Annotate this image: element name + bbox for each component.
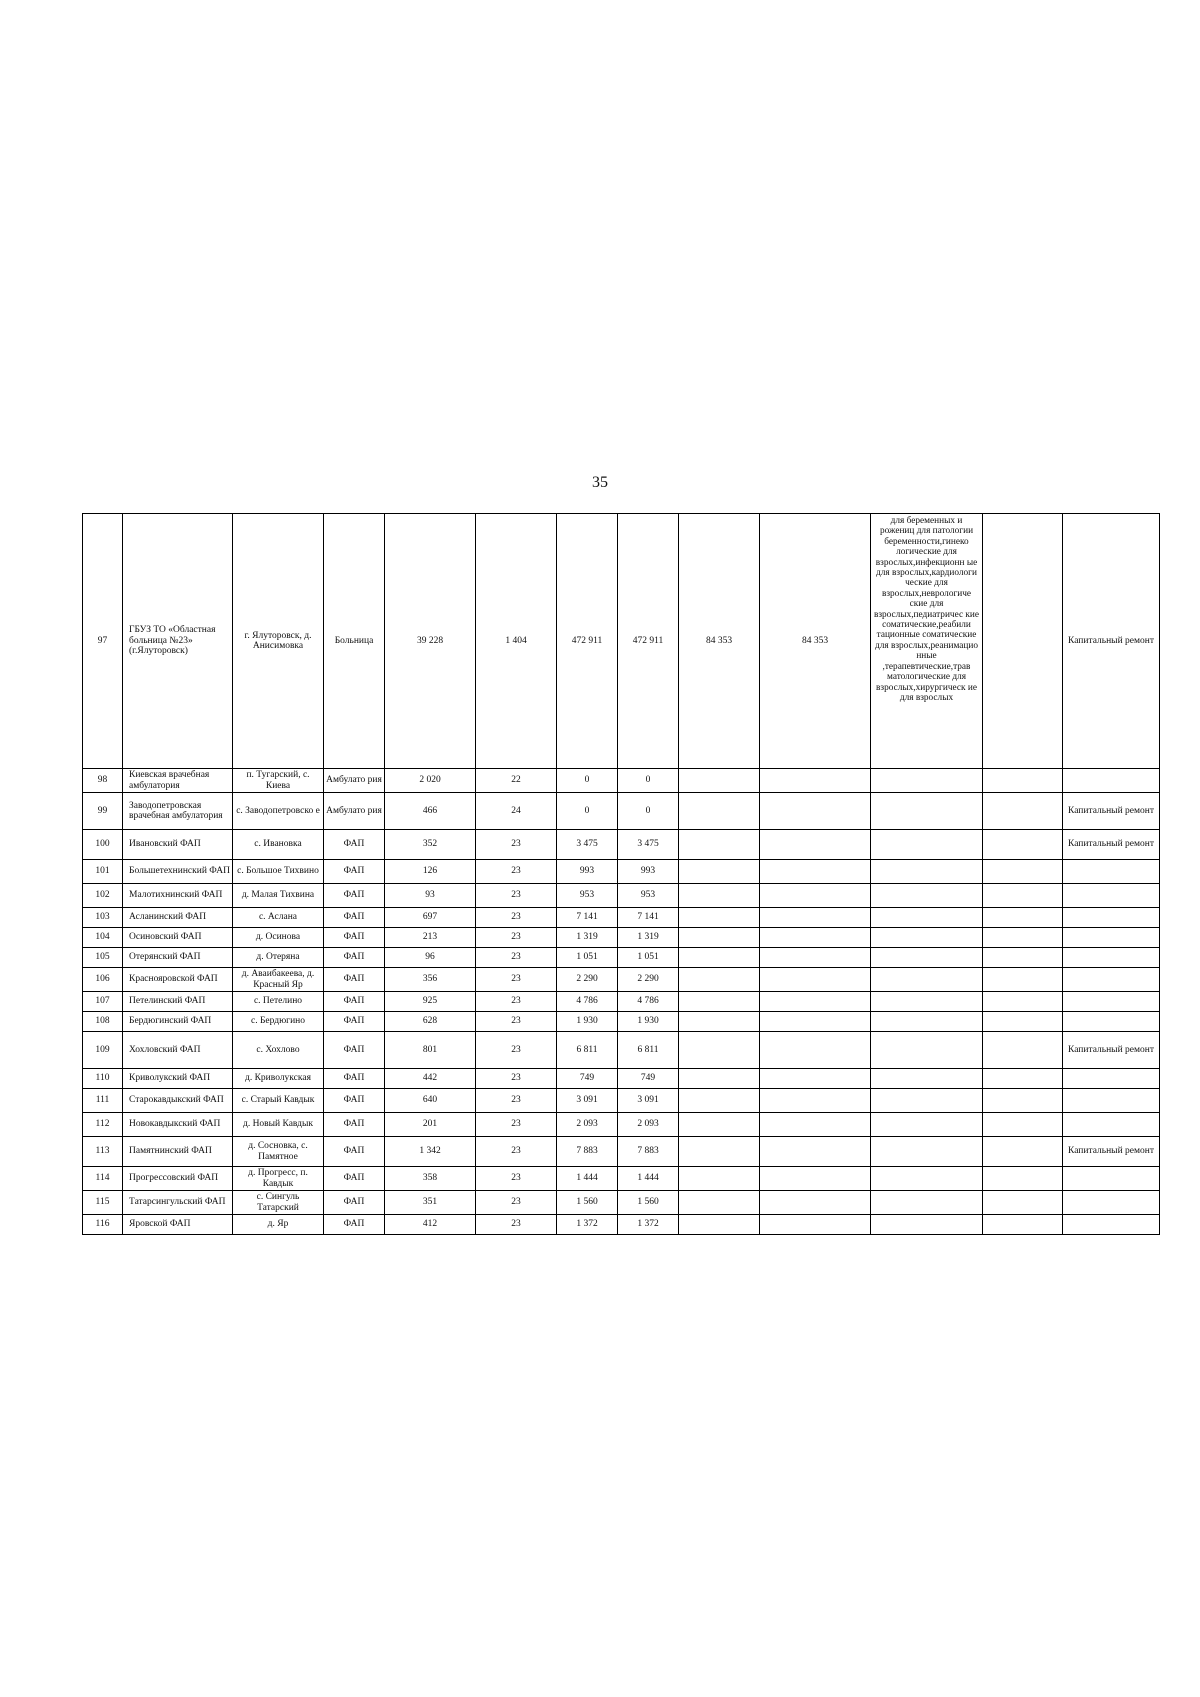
settlement-cell: г. Ялуторовск, д. Анисимовка xyxy=(233,514,324,769)
row-number-cell: 116 xyxy=(83,1215,123,1235)
cost-extra-1-cell xyxy=(679,1215,760,1235)
facility-name-cell: Татарсингульский ФАП xyxy=(123,1191,233,1215)
bed-profiles-cell xyxy=(871,1215,983,1235)
notes-cell xyxy=(983,1215,1063,1235)
facility-name-cell: Ивановский ФАП xyxy=(123,830,233,860)
bed-profiles-cell xyxy=(871,860,983,884)
population-cell: 1 342 xyxy=(385,1137,476,1167)
work-type-cell xyxy=(1063,1089,1160,1113)
cost-extra-1-cell xyxy=(679,908,760,928)
row-number-cell: 100 xyxy=(83,830,123,860)
work-type-cell: Капитальный ремонт xyxy=(1063,1137,1160,1167)
facility-name-cell: Большетехнинский ФАП xyxy=(123,860,233,884)
facility-name-cell: Новокавдыкский ФАП xyxy=(123,1113,233,1137)
row-number-cell: 114 xyxy=(83,1167,123,1191)
cost-total-cell: 3 475 xyxy=(557,830,618,860)
cost-budget-cell: 0 xyxy=(618,769,679,793)
cost-extra-2-cell xyxy=(760,1032,871,1069)
facility-name-cell: Бердюгинский ФАП xyxy=(123,1012,233,1032)
cost-extra-1-cell xyxy=(679,1137,760,1167)
staff-count-cell: 23 xyxy=(476,1137,557,1167)
settlement-cell: д. Яр xyxy=(233,1215,324,1235)
facility-type-cell: ФАП xyxy=(324,948,385,968)
cost-total-cell: 7 141 xyxy=(557,908,618,928)
staff-count-cell: 23 xyxy=(476,928,557,948)
facility-name-cell: Малотихнинский ФАП xyxy=(123,884,233,908)
facility-name-cell: Яровской ФАП xyxy=(123,1215,233,1235)
settlement-cell: д. Сосновка, с. Памятное xyxy=(233,1137,324,1167)
cost-extra-1-cell xyxy=(679,1089,760,1113)
facility-name-cell: Петелинский ФАП xyxy=(123,992,233,1012)
cost-budget-cell: 2 290 xyxy=(618,968,679,992)
staff-count-cell: 1 404 xyxy=(476,514,557,769)
settlement-cell: д. Отеряна xyxy=(233,948,324,968)
cost-extra-1-cell xyxy=(679,793,760,830)
facility-name-cell: Заводопетровская врачебная амбулатория xyxy=(123,793,233,830)
cost-extra-1-cell xyxy=(679,1012,760,1032)
cost-budget-cell: 7 141 xyxy=(618,908,679,928)
facility-type-cell: ФАП xyxy=(324,1089,385,1113)
bed-profiles-cell: для беременных и рожениц для патологии беременности,гинеко логические для взрослых,инфекционн ые для взрослых,кардиологи ческие для взрослых,неврологиче ские для взрослых,педиатричес кие соматические,реабили тационные соматические для взрослых,реанимацио нные ,терапевтические,трав матологические для взрослых,хирургическ ие для взрослых xyxy=(871,514,983,769)
cost-extra-2-cell xyxy=(760,992,871,1012)
work-type-cell xyxy=(1063,928,1160,948)
notes-cell xyxy=(983,860,1063,884)
settlement-cell: д. Аваибакеева, д. Красный Яр xyxy=(233,968,324,992)
settlement-cell: с. Сингуль Татарский xyxy=(233,1191,324,1215)
population-cell: 442 xyxy=(385,1069,476,1089)
cost-budget-cell: 3 091 xyxy=(618,1089,679,1113)
work-type-cell xyxy=(1063,1167,1160,1191)
cost-extra-2-cell xyxy=(760,968,871,992)
cost-total-cell: 953 xyxy=(557,884,618,908)
notes-cell xyxy=(983,1012,1063,1032)
notes-cell xyxy=(983,968,1063,992)
bed-profiles-cell xyxy=(871,830,983,860)
facility-type-cell: Амбулато рия xyxy=(324,793,385,830)
cost-total-cell: 2 290 xyxy=(557,968,618,992)
table-row xyxy=(83,1012,1160,1032)
cost-extra-1-cell xyxy=(679,928,760,948)
population-cell: 801 xyxy=(385,1032,476,1069)
cost-extra-2-cell xyxy=(760,1137,871,1167)
work-type-cell xyxy=(1063,908,1160,928)
notes-cell xyxy=(983,769,1063,793)
staff-count-cell: 23 xyxy=(476,948,557,968)
staff-count-cell: 23 xyxy=(476,1069,557,1089)
facility-type-cell: ФАП xyxy=(324,1191,385,1215)
table-row xyxy=(83,1113,1160,1137)
cost-budget-cell: 2 093 xyxy=(618,1113,679,1137)
notes-cell xyxy=(983,514,1063,769)
cost-budget-cell: 953 xyxy=(618,884,679,908)
population-cell: 352 xyxy=(385,830,476,860)
facility-type-cell: ФАП xyxy=(324,884,385,908)
row-number-cell: 109 xyxy=(83,1032,123,1069)
notes-cell xyxy=(983,1167,1063,1191)
notes-cell xyxy=(983,1191,1063,1215)
work-type-cell xyxy=(1063,769,1160,793)
staff-count-cell: 23 xyxy=(476,1032,557,1069)
facility-type-cell: ФАП xyxy=(324,1032,385,1069)
cost-extra-2-cell xyxy=(760,1113,871,1137)
work-type-cell: Капитальный ремонт xyxy=(1063,830,1160,860)
settlement-cell: д. Новый Кавдык xyxy=(233,1113,324,1137)
staff-count-cell: 23 xyxy=(476,1191,557,1215)
cost-total-cell: 1 560 xyxy=(557,1191,618,1215)
staff-count-cell: 23 xyxy=(476,1215,557,1235)
cost-extra-1-cell xyxy=(679,968,760,992)
population-cell: 39 228 xyxy=(385,514,476,769)
population-cell: 96 xyxy=(385,948,476,968)
cost-budget-cell: 1 051 xyxy=(618,948,679,968)
cost-total-cell: 749 xyxy=(557,1069,618,1089)
notes-cell xyxy=(983,992,1063,1012)
facility-name-cell: Прогрессовский ФАП xyxy=(123,1167,233,1191)
work-type-cell xyxy=(1063,884,1160,908)
row-number-cell: 101 xyxy=(83,860,123,884)
cost-total-cell: 4 786 xyxy=(557,992,618,1012)
facility-type-cell: ФАП xyxy=(324,928,385,948)
cost-extra-1-cell xyxy=(679,1191,760,1215)
facility-name-cell: Старокавдыкский ФАП xyxy=(123,1089,233,1113)
facility-name-cell: Асланинский ФАП xyxy=(123,908,233,928)
settlement-cell: п. Тугарский, с. Киева xyxy=(233,769,324,793)
table-body xyxy=(83,514,1160,1235)
settlement-cell: с. Большое Тихвино xyxy=(233,860,324,884)
cost-total-cell: 993 xyxy=(557,860,618,884)
facility-type-cell: ФАП xyxy=(324,908,385,928)
bed-profiles-cell xyxy=(871,1089,983,1113)
cost-budget-cell: 1 560 xyxy=(618,1191,679,1215)
population-cell: 358 xyxy=(385,1167,476,1191)
cost-budget-cell: 993 xyxy=(618,860,679,884)
bed-profiles-cell xyxy=(871,793,983,830)
settlement-cell: с. Заводопетровско е xyxy=(233,793,324,830)
table-row xyxy=(83,928,1160,948)
cost-budget-cell: 4 786 xyxy=(618,992,679,1012)
cost-extra-2-cell xyxy=(760,1069,871,1089)
cost-extra-1-cell xyxy=(679,1113,760,1137)
cost-extra-2-cell xyxy=(760,1012,871,1032)
staff-count-cell: 23 xyxy=(476,860,557,884)
settlement-cell: д. Малая Тихвина xyxy=(233,884,324,908)
facility-type-cell: ФАП xyxy=(324,860,385,884)
row-number-cell: 115 xyxy=(83,1191,123,1215)
settlement-cell: д. Криволукская xyxy=(233,1069,324,1089)
staff-count-cell: 23 xyxy=(476,1012,557,1032)
staff-count-cell: 23 xyxy=(476,992,557,1012)
table-row xyxy=(83,1032,1160,1069)
facility-type-cell: ФАП xyxy=(324,1137,385,1167)
row-number-cell: 102 xyxy=(83,884,123,908)
table-row xyxy=(83,769,1160,793)
population-cell: 925 xyxy=(385,992,476,1012)
cost-total-cell: 1 319 xyxy=(557,928,618,948)
facility-name-cell: Краснояровской ФАП xyxy=(123,968,233,992)
staff-count-cell: 23 xyxy=(476,830,557,860)
facility-type-cell: Больница xyxy=(324,514,385,769)
facility-name-cell: Киевская врачебная амбулатория xyxy=(123,769,233,793)
cost-extra-1-cell: 84 353 xyxy=(679,514,760,769)
table-row xyxy=(83,514,1160,769)
facility-type-cell: ФАП xyxy=(324,1167,385,1191)
cost-extra-2-cell xyxy=(760,884,871,908)
notes-cell xyxy=(983,1032,1063,1069)
facility-name-cell: Осиновский ФАП xyxy=(123,928,233,948)
settlement-cell: с. Петелино xyxy=(233,992,324,1012)
work-type-cell xyxy=(1063,1069,1160,1089)
row-number-cell: 97 xyxy=(83,514,123,769)
cost-total-cell: 1 372 xyxy=(557,1215,618,1235)
cost-budget-cell: 1 930 xyxy=(618,1012,679,1032)
row-number-cell: 98 xyxy=(83,769,123,793)
cost-extra-1-cell xyxy=(679,1032,760,1069)
row-number-cell: 104 xyxy=(83,928,123,948)
cost-extra-1-cell xyxy=(679,884,760,908)
row-number-cell: 112 xyxy=(83,1113,123,1137)
population-cell: 2 020 xyxy=(385,769,476,793)
row-number-cell: 106 xyxy=(83,968,123,992)
bed-profiles-cell xyxy=(871,1191,983,1215)
row-number-cell: 111 xyxy=(83,1089,123,1113)
table-row xyxy=(83,1215,1160,1235)
notes-cell xyxy=(983,1089,1063,1113)
facility-name-cell: Хохловский ФАП xyxy=(123,1032,233,1069)
population-cell: 351 xyxy=(385,1191,476,1215)
work-type-cell xyxy=(1063,992,1160,1012)
cost-budget-cell: 1 372 xyxy=(618,1215,679,1235)
facility-name-cell: Памятнинский ФАП xyxy=(123,1137,233,1167)
row-number-cell: 108 xyxy=(83,1012,123,1032)
settlement-cell: с. Старый Кавдык xyxy=(233,1089,324,1113)
notes-cell xyxy=(983,793,1063,830)
notes-cell xyxy=(983,1113,1063,1137)
cost-extra-2-cell xyxy=(760,1191,871,1215)
bed-profiles-cell xyxy=(871,1113,983,1137)
row-number-cell: 113 xyxy=(83,1137,123,1167)
notes-cell xyxy=(983,884,1063,908)
cost-extra-1-cell xyxy=(679,1167,760,1191)
population-cell: 697 xyxy=(385,908,476,928)
cost-extra-2-cell xyxy=(760,769,871,793)
notes-cell xyxy=(983,1137,1063,1167)
cost-total-cell: 1 930 xyxy=(557,1012,618,1032)
row-number-cell: 107 xyxy=(83,992,123,1012)
staff-count-cell: 23 xyxy=(476,968,557,992)
cost-budget-cell: 0 xyxy=(618,793,679,830)
settlement-cell: с. Ивановка xyxy=(233,830,324,860)
facility-type-cell: ФАП xyxy=(324,1113,385,1137)
facility-type-cell: ФАП xyxy=(324,968,385,992)
cost-extra-2-cell xyxy=(760,1089,871,1113)
bed-profiles-cell xyxy=(871,769,983,793)
staff-count-cell: 23 xyxy=(476,1167,557,1191)
table-row xyxy=(83,1137,1160,1167)
cost-extra-2-cell xyxy=(760,948,871,968)
cost-extra-2-cell: 84 353 xyxy=(760,514,871,769)
bed-profiles-cell xyxy=(871,1069,983,1089)
table-row xyxy=(83,992,1160,1012)
population-cell: 126 xyxy=(385,860,476,884)
notes-cell xyxy=(983,928,1063,948)
work-type-cell: Капитальный ремонт xyxy=(1063,514,1160,769)
cost-budget-cell: 3 475 xyxy=(618,830,679,860)
work-type-cell xyxy=(1063,948,1160,968)
facility-type-cell: ФАП xyxy=(324,830,385,860)
work-type-cell xyxy=(1063,968,1160,992)
cost-total-cell: 3 091 xyxy=(557,1089,618,1113)
bed-profiles-cell xyxy=(871,968,983,992)
bed-profiles-cell xyxy=(871,1012,983,1032)
cost-total-cell: 7 883 xyxy=(557,1137,618,1167)
bed-profiles-cell xyxy=(871,948,983,968)
cost-extra-2-cell xyxy=(760,860,871,884)
population-cell: 93 xyxy=(385,884,476,908)
bed-profiles-cell xyxy=(871,1032,983,1069)
cost-extra-1-cell xyxy=(679,992,760,1012)
table-row xyxy=(83,1089,1160,1113)
facility-type-cell: Амбулато рия xyxy=(324,769,385,793)
work-type-cell xyxy=(1063,1113,1160,1137)
facility-name-cell: Криволукский ФАП xyxy=(123,1069,233,1089)
facilities-table xyxy=(82,513,1160,1235)
facility-type-cell: ФАП xyxy=(324,1215,385,1235)
bed-profiles-cell xyxy=(871,992,983,1012)
cost-budget-cell: 472 911 xyxy=(618,514,679,769)
cost-budget-cell: 1 444 xyxy=(618,1167,679,1191)
table-row xyxy=(83,968,1160,992)
cost-budget-cell: 1 319 xyxy=(618,928,679,948)
facility-name-cell: ГБУЗ ТО «Областная больница №23» (г.Ялуторовск) xyxy=(123,514,233,769)
cost-budget-cell: 749 xyxy=(618,1069,679,1089)
facility-type-cell: ФАП xyxy=(324,1012,385,1032)
work-type-cell: Капитальный ремонт xyxy=(1063,1032,1160,1069)
facility-type-cell: ФАП xyxy=(324,1069,385,1089)
cost-total-cell: 472 911 xyxy=(557,514,618,769)
cost-total-cell: 0 xyxy=(557,793,618,830)
facility-type-cell: ФАП xyxy=(324,992,385,1012)
staff-count-cell: 23 xyxy=(476,884,557,908)
cost-total-cell: 6 811 xyxy=(557,1032,618,1069)
cost-total-cell: 1 051 xyxy=(557,948,618,968)
cost-extra-2-cell xyxy=(760,1167,871,1191)
cost-budget-cell: 7 883 xyxy=(618,1137,679,1167)
work-type-cell xyxy=(1063,1215,1160,1235)
notes-cell xyxy=(983,948,1063,968)
cost-extra-1-cell xyxy=(679,948,760,968)
work-type-cell xyxy=(1063,1191,1160,1215)
settlement-cell: с. Аслана xyxy=(233,908,324,928)
population-cell: 628 xyxy=(385,1012,476,1032)
table-row xyxy=(83,1191,1160,1215)
staff-count-cell: 23 xyxy=(476,908,557,928)
population-cell: 201 xyxy=(385,1113,476,1137)
table-row xyxy=(83,830,1160,860)
population-cell: 356 xyxy=(385,968,476,992)
population-cell: 412 xyxy=(385,1215,476,1235)
staff-count-cell: 24 xyxy=(476,793,557,830)
page-number: 35 xyxy=(592,474,608,491)
cost-extra-2-cell xyxy=(760,830,871,860)
row-number-cell: 99 xyxy=(83,793,123,830)
notes-cell xyxy=(983,908,1063,928)
bed-profiles-cell xyxy=(871,928,983,948)
table-row xyxy=(83,884,1160,908)
cost-extra-2-cell xyxy=(760,1215,871,1235)
population-cell: 213 xyxy=(385,928,476,948)
cost-extra-2-cell xyxy=(760,793,871,830)
table-row xyxy=(83,948,1160,968)
cost-extra-1-cell xyxy=(679,860,760,884)
population-cell: 640 xyxy=(385,1089,476,1113)
settlement-cell: д. Прогресс, п. Кавдык xyxy=(233,1167,324,1191)
row-number-cell: 105 xyxy=(83,948,123,968)
table-row xyxy=(83,793,1160,830)
work-type-cell xyxy=(1063,1012,1160,1032)
cost-extra-1-cell xyxy=(679,1069,760,1089)
bed-profiles-cell xyxy=(871,908,983,928)
settlement-cell: с. Бердюгино xyxy=(233,1012,324,1032)
bed-profiles-cell xyxy=(871,1167,983,1191)
row-number-cell: 103 xyxy=(83,908,123,928)
table-row xyxy=(83,908,1160,928)
notes-cell xyxy=(983,830,1063,860)
cost-total-cell: 2 093 xyxy=(557,1113,618,1137)
population-cell: 466 xyxy=(385,793,476,830)
table-row xyxy=(83,1069,1160,1089)
settlement-cell: д. Осинова xyxy=(233,928,324,948)
cost-budget-cell: 6 811 xyxy=(618,1032,679,1069)
settlement-cell: с. Хохлово xyxy=(233,1032,324,1069)
cost-total-cell: 1 444 xyxy=(557,1167,618,1191)
cost-extra-2-cell xyxy=(760,928,871,948)
cost-total-cell: 0 xyxy=(557,769,618,793)
facility-name-cell: Отерянский ФАП xyxy=(123,948,233,968)
staff-count-cell: 22 xyxy=(476,769,557,793)
bed-profiles-cell xyxy=(871,884,983,908)
row-number-cell: 110 xyxy=(83,1069,123,1089)
bed-profiles-cell xyxy=(871,1137,983,1167)
staff-count-cell: 23 xyxy=(476,1113,557,1137)
table-row xyxy=(83,1167,1160,1191)
table-row xyxy=(83,860,1160,884)
cost-extra-1-cell xyxy=(679,769,760,793)
cost-extra-2-cell xyxy=(760,908,871,928)
notes-cell xyxy=(983,1069,1063,1089)
staff-count-cell: 23 xyxy=(476,1089,557,1113)
work-type-cell xyxy=(1063,860,1160,884)
work-type-cell: Капитальный ремонт xyxy=(1063,793,1160,830)
cost-extra-1-cell xyxy=(679,830,760,860)
